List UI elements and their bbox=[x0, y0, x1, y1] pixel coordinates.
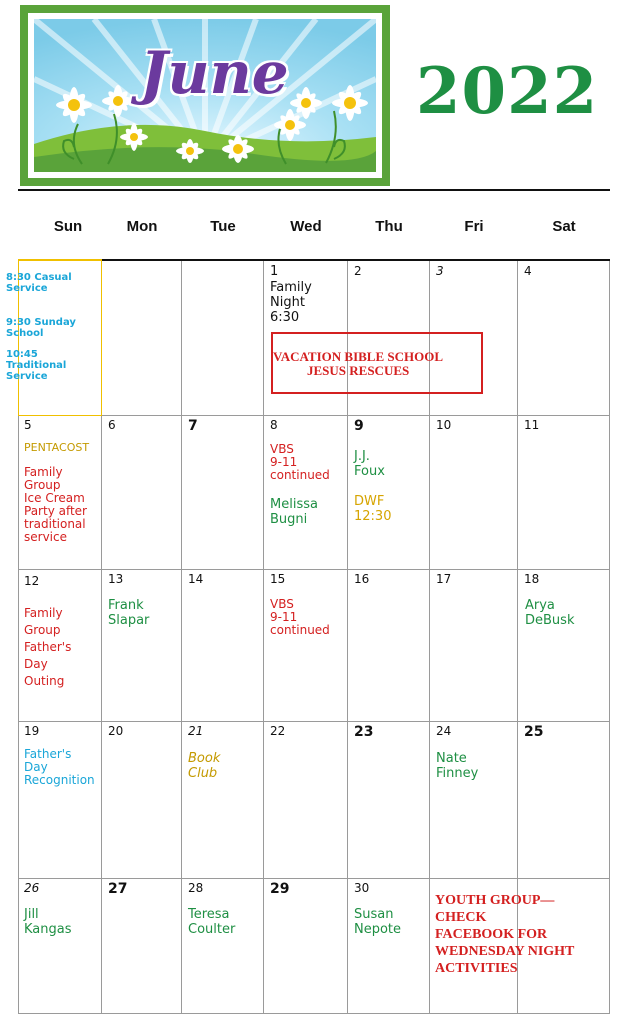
day-number-15: 15 bbox=[270, 572, 286, 586]
dow-wed: Wed bbox=[290, 218, 322, 235]
event-d19-l3: Recognition bbox=[24, 773, 95, 787]
calendar-cell bbox=[518, 261, 610, 416]
day-number-1: 1 bbox=[270, 264, 279, 279]
sunday-highlight-rule bbox=[18, 259, 102, 261]
calendar-cell bbox=[102, 722, 182, 879]
event-d15-l3: continued bbox=[270, 623, 330, 637]
calendar-cell bbox=[102, 261, 182, 416]
event-d9-l2: Foux bbox=[354, 464, 385, 479]
day-number-8: 8 bbox=[270, 418, 278, 432]
vbs-banner-text bbox=[273, 350, 483, 378]
youth-l4: WEDNESDAY NIGHT bbox=[435, 944, 575, 959]
event-d30-l2: Nepote bbox=[354, 922, 402, 937]
calendar-cell bbox=[264, 416, 348, 570]
dow-thu: Thu bbox=[375, 218, 403, 235]
event-d13-l1: Frank bbox=[108, 598, 144, 613]
event-d8b-l2: Bugni bbox=[270, 512, 308, 527]
day-number-27: 27 bbox=[108, 881, 128, 897]
event-d12-l2: Group bbox=[24, 623, 61, 637]
day-number-11: 11 bbox=[524, 418, 540, 432]
event-d12-l3: Father's bbox=[24, 640, 72, 654]
event-fathers-day-recognition bbox=[24, 748, 95, 787]
event-melissa-bugni bbox=[270, 497, 318, 527]
day-number-5: 5 bbox=[24, 418, 32, 432]
event-frank-slapar bbox=[108, 598, 149, 628]
event-jj-foux bbox=[354, 449, 385, 479]
calendar-cell bbox=[102, 570, 182, 722]
day-number-14: 14 bbox=[188, 572, 204, 586]
event-book-club bbox=[188, 751, 220, 781]
day-number-10: 10 bbox=[436, 418, 452, 432]
service-traditional bbox=[6, 349, 76, 382]
day-number-3: 3 bbox=[436, 264, 444, 278]
calendar-cell bbox=[182, 261, 264, 416]
event-d19-l1: Father's bbox=[24, 747, 72, 761]
service-casual bbox=[6, 272, 86, 294]
calendar-cell bbox=[348, 722, 430, 879]
youth-l2: CHECK bbox=[435, 910, 487, 925]
dow-mon: Mon bbox=[126, 218, 158, 235]
event-d18-l2: DeBusk bbox=[525, 613, 575, 628]
event-d8b-l1: Melissa bbox=[270, 497, 318, 512]
vbs-banner-line2: JESUS RESCUES bbox=[307, 363, 410, 378]
day-number-25: 25 bbox=[524, 724, 544, 740]
calendar-cell bbox=[518, 416, 610, 570]
calendar-cell bbox=[348, 416, 430, 570]
event-d30-l1: Susan bbox=[354, 907, 394, 922]
day-number-21: 21 bbox=[188, 724, 204, 738]
event-pentacost: PENTACOST bbox=[24, 441, 90, 454]
event-d21-l1: Book bbox=[188, 751, 221, 766]
day-number-9: 9 bbox=[354, 418, 364, 434]
event-d24-l1: Nate bbox=[436, 751, 467, 766]
event-d13-l2: Slapar bbox=[108, 613, 150, 628]
day-number-24: 24 bbox=[436, 724, 452, 738]
day-number-22: 22 bbox=[270, 724, 286, 738]
event-d12-l4: Day bbox=[24, 657, 48, 671]
day-number-18: 18 bbox=[524, 572, 540, 586]
calendar-cell bbox=[18, 722, 102, 879]
calendar-cell bbox=[348, 570, 430, 722]
calendar-cell bbox=[430, 416, 518, 570]
event-d5-l3: Ice Cream bbox=[24, 491, 85, 505]
calendar-cell bbox=[518, 722, 610, 879]
day-number-19: 19 bbox=[24, 724, 40, 738]
dow-sun: Sun bbox=[53, 218, 83, 235]
event-d15-l1: VBS bbox=[270, 597, 294, 611]
day-number-6: 6 bbox=[108, 418, 116, 432]
event-d5-l6: service bbox=[24, 530, 67, 544]
event-d28-l2: Coulter bbox=[188, 922, 236, 937]
event-fathers-day-outing bbox=[24, 605, 71, 690]
event-family-group-ice-cream bbox=[24, 466, 87, 544]
event-vbs-8 bbox=[270, 443, 330, 482]
calendar-cell bbox=[182, 879, 264, 1014]
event-jill-kangas bbox=[24, 907, 72, 937]
calendar-cell bbox=[430, 570, 518, 722]
year-title: 2022 bbox=[416, 54, 599, 129]
dow-fri: Fri bbox=[464, 218, 484, 235]
day-number-12: 12 bbox=[24, 574, 40, 588]
day-number-28: 28 bbox=[188, 881, 204, 895]
event-d5-l5: traditional bbox=[24, 517, 86, 531]
service-traditional-text: 10:45 Traditional Service bbox=[6, 349, 67, 382]
calendar-cell bbox=[18, 879, 102, 1014]
day-number-29: 29 bbox=[270, 881, 290, 897]
event-d5-l4: Party after bbox=[24, 504, 87, 518]
dow-sat: Sat bbox=[552, 218, 576, 235]
event-d12-l1: Family bbox=[24, 606, 63, 620]
day-number-17: 17 bbox=[436, 572, 452, 586]
youth-l5: ACTIVITIES bbox=[435, 961, 518, 976]
event-d5-l1: Family bbox=[24, 465, 63, 479]
youth-l1: YOUTH GROUP— bbox=[435, 893, 555, 908]
event-dwf bbox=[354, 494, 391, 524]
event-family-night-l3: 6:30 bbox=[270, 310, 300, 325]
day-number-26: 26 bbox=[24, 881, 40, 895]
event-d18-l1: Arya bbox=[525, 598, 555, 613]
calendar-cell bbox=[518, 570, 610, 722]
event-susan-nepote bbox=[354, 907, 401, 937]
event-family-night bbox=[270, 280, 312, 325]
day-number-16: 16 bbox=[354, 572, 370, 586]
day-number-23: 23 bbox=[354, 724, 374, 740]
calendar-cell bbox=[264, 879, 348, 1014]
event-teresa-coulter bbox=[188, 907, 235, 937]
day-number-4: 4 bbox=[524, 264, 532, 278]
event-d8-l2: 9-11 bbox=[270, 455, 298, 469]
month-title: June bbox=[140, 39, 289, 107]
calendar-cell bbox=[430, 722, 518, 879]
calendar-cell bbox=[102, 416, 182, 570]
event-d19-l2: Day bbox=[24, 760, 48, 774]
day-number-2: 2 bbox=[354, 264, 362, 278]
event-d21-l2: Club bbox=[188, 766, 218, 781]
event-d12-l5: Outing bbox=[24, 674, 65, 688]
vbs-banner-line1: VACATION BIBLE SCHOOL bbox=[273, 349, 444, 364]
day-number-20: 20 bbox=[108, 724, 124, 738]
event-d8-l1: VBS bbox=[270, 442, 294, 456]
dow-tue: Tue bbox=[210, 218, 236, 235]
event-d9b-l1: DWF bbox=[354, 494, 385, 509]
day-number-7: 7 bbox=[188, 418, 198, 434]
youth-l3: FACEBOOK FOR bbox=[435, 927, 548, 942]
event-d5-l2: Group bbox=[24, 478, 61, 492]
day-number-13: 13 bbox=[108, 572, 124, 586]
event-vbs-15 bbox=[270, 598, 330, 637]
event-arya-debusk bbox=[525, 598, 574, 628]
calendar-cell bbox=[264, 570, 348, 722]
event-d28-l1: Teresa bbox=[188, 907, 230, 922]
grid-top-rule bbox=[18, 259, 610, 261]
service-sunday-school bbox=[6, 317, 86, 339]
calendar-cell bbox=[264, 722, 348, 879]
calendar-cell bbox=[182, 722, 264, 879]
calendar-cell bbox=[102, 879, 182, 1014]
event-d26-l2: Kangas bbox=[24, 922, 72, 937]
event-family-night-l1: Family bbox=[270, 280, 312, 295]
event-d15-l2: 9-11 bbox=[270, 610, 298, 624]
banner-frame bbox=[28, 13, 382, 178]
service-casual-text: 8:30 Casual Service bbox=[6, 272, 72, 294]
calendar-cell bbox=[348, 879, 430, 1014]
service-sunday-school-text: 9:30 Sunday School bbox=[6, 317, 76, 339]
event-family-night-l2: Night bbox=[270, 295, 305, 310]
youth-group-note bbox=[435, 892, 605, 977]
june-banner bbox=[20, 5, 390, 186]
event-d9-l1: J.J. bbox=[354, 449, 370, 464]
day-number-30: 30 bbox=[354, 881, 370, 895]
calendar-cell bbox=[182, 416, 264, 570]
event-nate-finney bbox=[436, 751, 478, 781]
event-d24-l2: Finney bbox=[436, 766, 479, 781]
event-d26-l1: Jill bbox=[24, 907, 39, 922]
event-d9b-l2: 12:30 bbox=[354, 509, 392, 524]
event-d8-l3: continued bbox=[270, 468, 330, 482]
header-rule bbox=[18, 189, 610, 191]
calendar-cell bbox=[182, 570, 264, 722]
